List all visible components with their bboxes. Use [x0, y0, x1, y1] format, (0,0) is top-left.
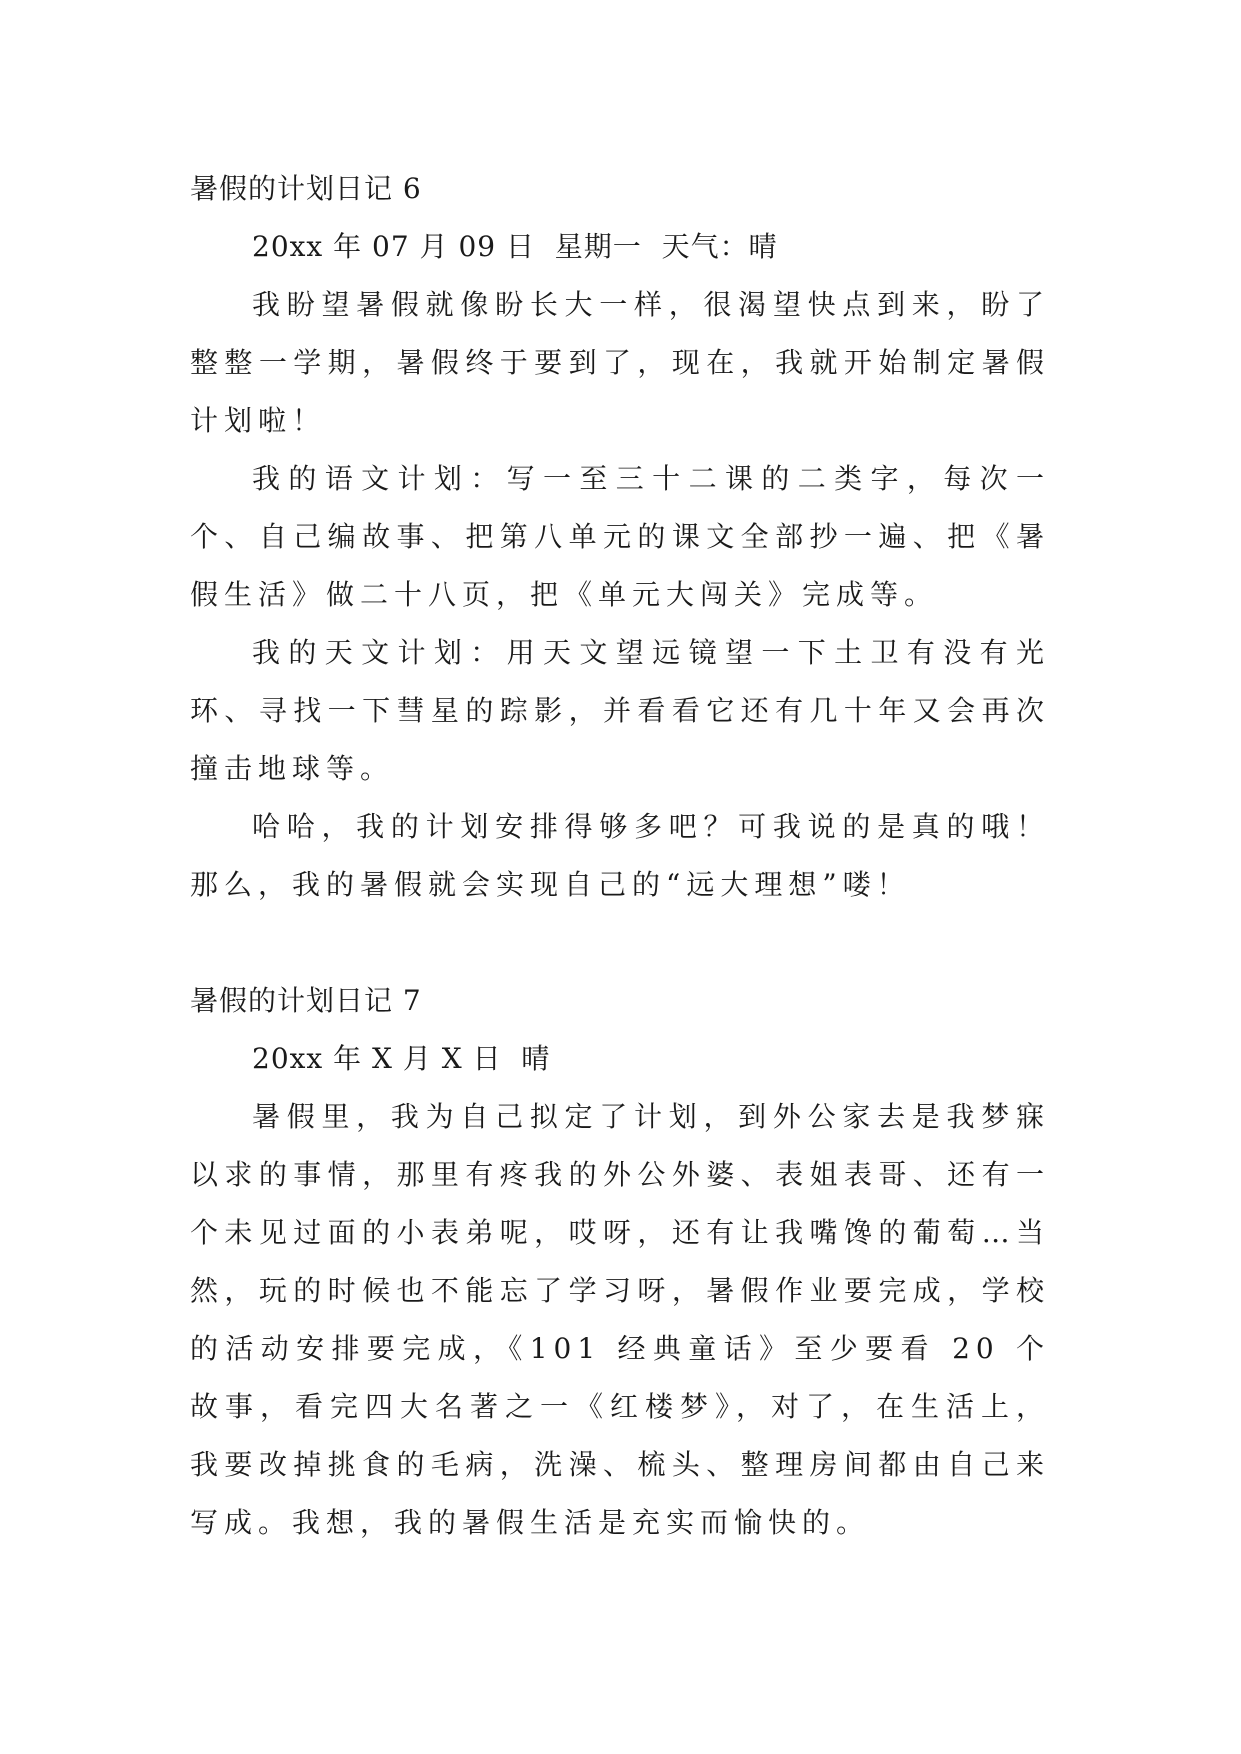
entry-paragraph: 我的语文计划：写一至三十二课的二类字，每次一个、自己编故事、把第八单元的课文全部抄一遍、把《暑假生活》做二十八页，把《单元大闯关》完成等。	[190, 462, 1050, 611]
entry-paragraph: 我盼望暑假就像盼长大一样，很渴望快点到来，盼了整整一学期，暑假终于要到了，现在，我就开始制定暑假计划啦！	[190, 288, 1050, 437]
entry-paragraph: 暑假里，我为自己拟定了计划，到外公家去是我梦寐以求的事情，那里有疼我的外公外婆、表姐表哥、还有一个未见过面的小表弟呢，哎呀，还有让我嘴馋的葡萄…当然，玩的时候也不能忘了学习呀，暑假作业要完成，学校的活动安排要完成，《101 经典童话》至少要看 20 个故事，看完四大名著之一《红楼梦》，对了，在生活上，我要改掉挑食的毛病，洗澡、梳头、整理房间都由自己来写成。我想，我的暑假生活是充实而愉快的。	[190, 1100, 1050, 1539]
entry-paragraph: 哈哈，我的计划安排得够多吧？可我说的是真的哦！那么，我的暑假就会实现自己的“远大理想”喽！	[190, 810, 1050, 901]
entry-title: 暑假的计划日记 6	[190, 172, 422, 205]
entry-date-line: 20xx 年 X 月 X 日 晴	[252, 1042, 551, 1075]
diary-entry-7	[190, 972, 1050, 1552]
section-spacer	[190, 914, 1050, 972]
entry-paragraph: 我的天文计划：用天文望远镜望一下土卫有没有光环、寻找一下彗星的踪影，并看看它还有几十年又会再次撞击地球等。	[190, 636, 1050, 785]
entry-title: 暑假的计划日记 7	[190, 984, 422, 1017]
entry-date-line: 20xx 年 07 月 09 日 星期一 天气：晴	[252, 230, 778, 263]
document-body	[190, 160, 1050, 1552]
diary-entry-6	[190, 160, 1050, 914]
